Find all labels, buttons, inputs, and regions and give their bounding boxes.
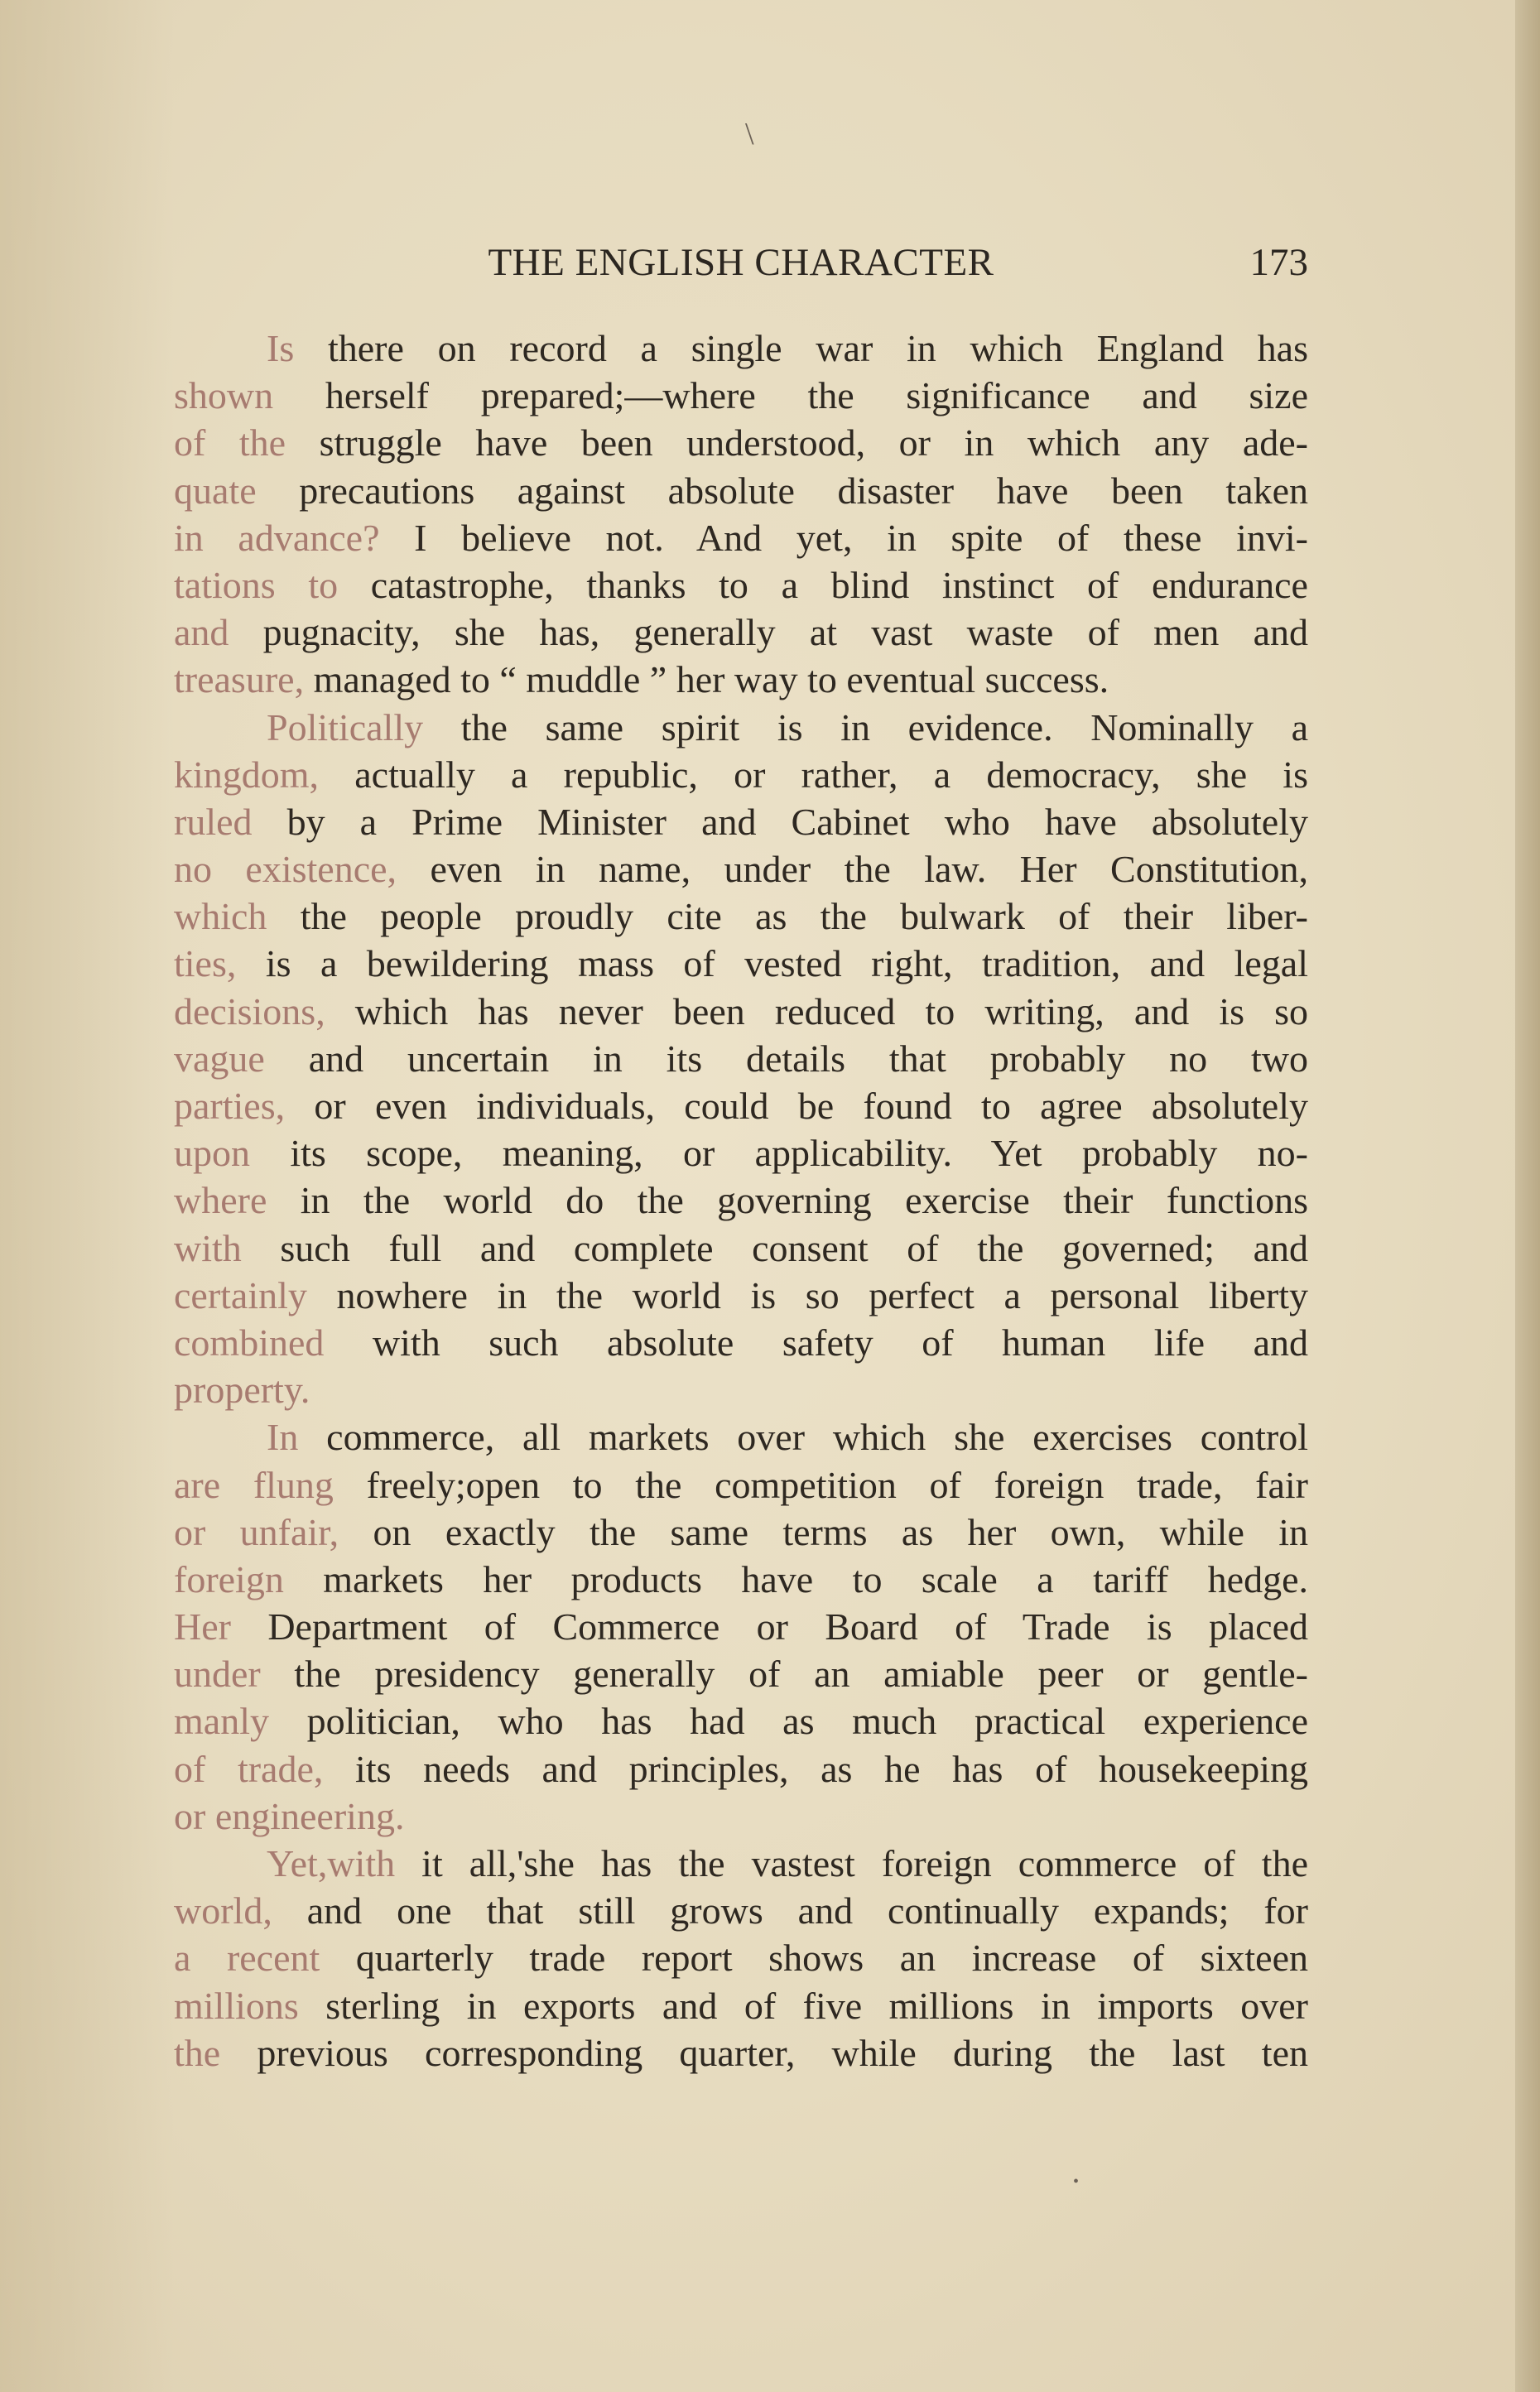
line-text: or even individuals, could be found to agree absolutely: [285, 1085, 1308, 1127]
body-text: [174, 325, 1308, 2077]
faded-text: or unfair,: [174, 1510, 339, 1553]
faded-text: vague: [174, 1037, 265, 1080]
line-text: Department of Commerce or Board of Trade is placed: [230, 1605, 1308, 1648]
faded-text: of trade,: [174, 1747, 324, 1790]
line-text: commerce, all markets over which she exercises control: [298, 1416, 1308, 1459]
text-line: [174, 1082, 1308, 1129]
line-text: is a bewildering mass of vested right, tradition, and legal: [236, 942, 1308, 985]
faded-text: Yet,with: [267, 1842, 396, 1884]
page-edge: [1515, 0, 1540, 2392]
faded-text: shown: [174, 374, 274, 417]
faded-text: manly: [174, 1700, 269, 1743]
faded-text: and: [174, 611, 229, 654]
line-text: the people proudly cite as the bulwark of their liber-: [267, 895, 1308, 938]
text-line: [174, 1887, 1308, 1934]
line-text: previous corresponding quarter, while during the last ten: [220, 2031, 1308, 2074]
text-line: [174, 325, 1308, 372]
running-title: THE ENGLISH CHARACTER: [488, 241, 994, 284]
text-line: [174, 1272, 1308, 1319]
faded-text: with: [174, 1226, 242, 1269]
faded-text: ruled: [174, 800, 253, 843]
text-line: [174, 751, 1308, 798]
text-line: [174, 514, 1308, 561]
text-line: [174, 988, 1308, 1035]
faded-text: foreign: [174, 1557, 284, 1600]
text-line: [174, 609, 1308, 656]
faded-text: tations to: [174, 563, 339, 606]
faded-text: treasure,: [174, 658, 305, 701]
text-line: [174, 1461, 1308, 1509]
text-line: [174, 1366, 1308, 1413]
line-text: quarterly trade report shows an increase of sixteen: [320, 1937, 1308, 1980]
line-text: sterling in exports and of five millions in imports over: [298, 1984, 1308, 2027]
line-text: nowhere in the world is so perfect a personal liberty: [306, 1273, 1308, 1316]
line-text: I believe not. And yet, in spite of these invi-: [379, 516, 1308, 559]
faded-text: ties,: [174, 942, 237, 985]
faded-text: in advance?: [174, 516, 380, 559]
faded-text: certainly: [174, 1273, 307, 1316]
faded-text: under: [174, 1653, 261, 1696]
line-text: and one that still grows and continually expands; for: [272, 1889, 1308, 1932]
line-text: herself prepared;—where the significance and size: [273, 374, 1308, 417]
line-text: its scope, meaning, or applicability. Yet probably no-: [250, 1132, 1308, 1175]
line-text: struggle have been understood, or in which any ade-: [286, 421, 1308, 464]
line-text: catastrophe, thanks to a blind instinct of endurance: [338, 563, 1308, 606]
text-line: [174, 1556, 1308, 1603]
text-line: [174, 467, 1308, 514]
faded-text: parties,: [174, 1085, 286, 1127]
text-line: [174, 1650, 1308, 1697]
page-speck: •: [1073, 2173, 1080, 2191]
text-line: [174, 419, 1308, 466]
text-line: [174, 1840, 1308, 1887]
faded-text: Politically: [267, 705, 424, 748]
text-line: [174, 1509, 1308, 1556]
line-text: precautions against absolute disaster have been taken: [256, 469, 1308, 512]
text-line: [174, 372, 1308, 419]
line-text: managed to “ muddle ” her way to eventual success.: [304, 658, 1109, 701]
line-text: the same spirit is in evidence. Nominally a: [423, 705, 1308, 748]
faded-text: of the: [174, 421, 286, 464]
faded-text: Her: [174, 1605, 231, 1648]
faded-text: decisions,: [174, 989, 325, 1032]
line-text: there on record a single war in which England has: [294, 327, 1308, 369]
line-text: in the world do the governing exercise their functions: [267, 1179, 1308, 1222]
text-line: [174, 656, 1308, 703]
page-header: [174, 240, 1308, 290]
text-line: [174, 1319, 1308, 1366]
faded-text: a recent: [174, 1937, 320, 1980]
line-text: the presidency generally of an amiable peer or gentle-: [260, 1653, 1308, 1696]
text-line: [174, 2029, 1308, 2077]
faded-text: world,: [174, 1889, 272, 1932]
text-line: [174, 940, 1308, 987]
text-line: [174, 1225, 1308, 1272]
line-text: politician, who has had as much practical experience: [268, 1700, 1308, 1743]
faded-text: where: [174, 1179, 267, 1222]
text-line: [174, 1982, 1308, 2029]
text-line: [174, 1793, 1308, 1840]
faded-text: property.: [174, 1369, 310, 1412]
text-line: [174, 704, 1308, 751]
faded-text: the: [174, 2031, 221, 2074]
text-line: [174, 1603, 1308, 1650]
text-line: [174, 1413, 1308, 1461]
line-text: pugnacity, she has, generally at vast waste of men and: [229, 611, 1308, 654]
line-text: with such absolute safety of human life and: [324, 1321, 1308, 1364]
faded-text: Is: [267, 327, 295, 369]
text-line: [174, 1129, 1308, 1177]
faded-text: In: [267, 1416, 299, 1459]
page-number: 173: [1249, 241, 1308, 284]
faded-text: millions: [174, 1984, 299, 2027]
line-text: on exactly the same terms as her own, while in: [339, 1510, 1308, 1553]
line-text: by a Prime Minister and Cabinet who have absolutely: [252, 800, 1308, 843]
faded-text: combined: [174, 1321, 325, 1364]
line-text: freely;open to the competition of foreign trade, fair: [333, 1463, 1308, 1506]
text-line: [174, 845, 1308, 893]
line-text: even in name, under the law. Her Constitution,: [397, 848, 1308, 891]
text-line: [174, 1934, 1308, 1981]
text-line: [174, 1745, 1308, 1793]
line-text: markets her products have to scale a tariff hedge.: [283, 1557, 1308, 1600]
text-line: [174, 561, 1308, 609]
line-text: and uncertain in its details that probably no two: [264, 1037, 1308, 1080]
faded-text: quate: [174, 469, 257, 512]
faded-text: no existence,: [174, 848, 397, 891]
line-text: such full and complete consent of the governed; and: [241, 1226, 1308, 1269]
line-text: its needs and principles, as he has of housekeeping: [323, 1747, 1308, 1790]
text-line: [174, 893, 1308, 940]
faded-text: upon: [174, 1132, 250, 1175]
faded-text: are flung: [174, 1463, 334, 1506]
faded-text: or engineering.: [174, 1794, 405, 1837]
line-text: which has never been reduced to writing, and is so: [325, 989, 1308, 1032]
text-line: [174, 1177, 1308, 1224]
line-text: actually a republic, or rather, a democracy, she is: [319, 753, 1308, 796]
text-line: [174, 798, 1308, 845]
page-blemish: \: [745, 117, 754, 152]
line-text: it all,'she has the vastest foreign commerce of the: [395, 1842, 1308, 1884]
text-line: [174, 1697, 1308, 1745]
faded-text: which: [174, 895, 267, 938]
text-line: [174, 1035, 1308, 1082]
faded-text: kingdom,: [174, 753, 320, 796]
